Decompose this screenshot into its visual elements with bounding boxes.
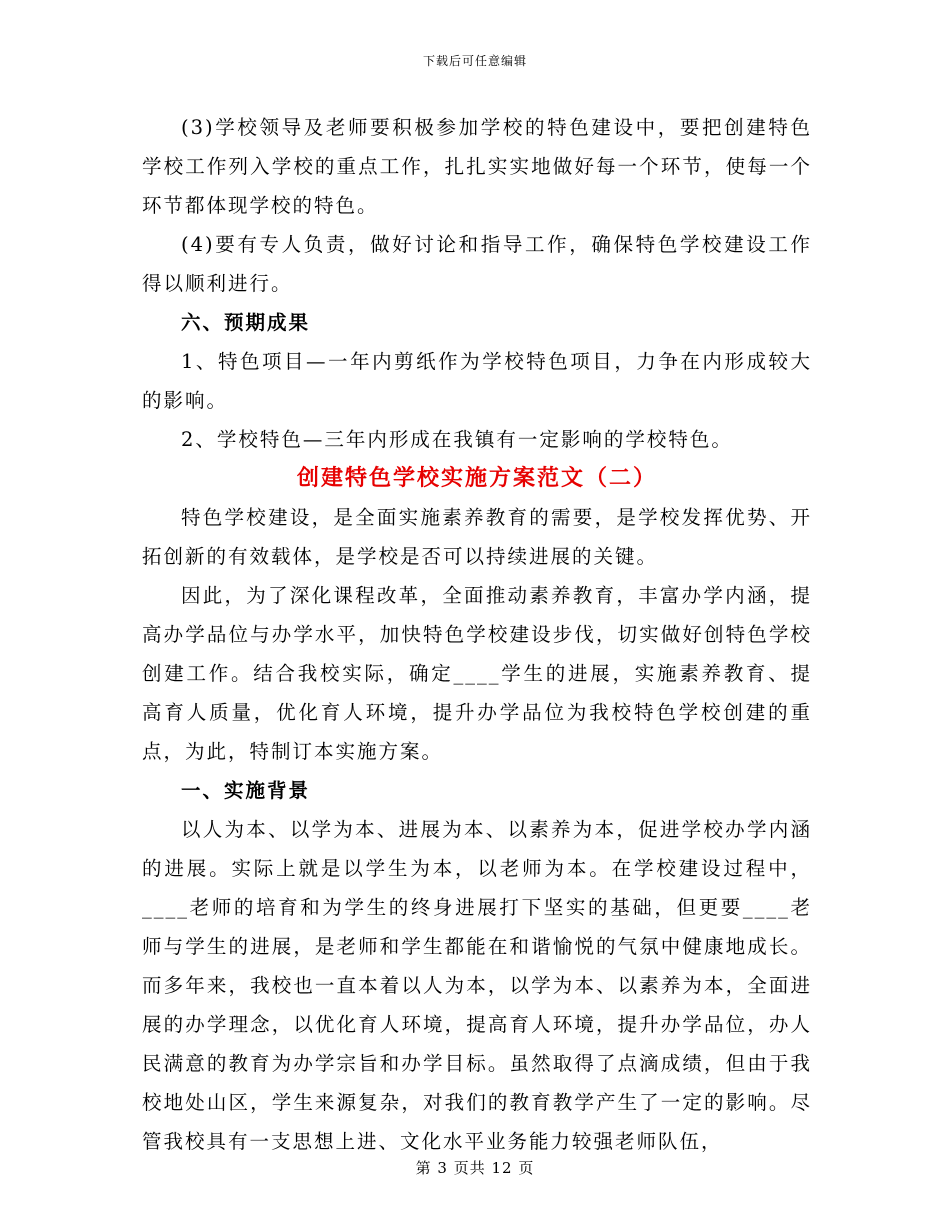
document-title: 创建特色学校实施方案范文（二） bbox=[296, 465, 657, 491]
page-header: 下载后可任意编辑 bbox=[422, 54, 527, 68]
paragraph-item-3: (3)学校领导及老师要积极参加学校的特色建设中，要把创建特色学校工作列入学校的重点工作，扎扎实实地做好每一个环节，使每一个环节都体现学校的特色。 bbox=[142, 116, 812, 217]
page-footer: 第 3 页共 12 页 bbox=[415, 1159, 535, 1177]
paragraph-intro: 特色学校建设，是全面实施素养教育的需要，是学校发挥优势、开拓创新的有效载体，是学校是否可以持续进展的关键。 bbox=[142, 506, 812, 568]
paragraph-purpose: 因此，为了深化课程改革，全面推动素养教育，丰富办学内涵，提高办学品位与办学水平，加快特色学校建设步伐，切实做好创特色学校创建工作。结合我校实际，确定____学生的进展，实施素养教育、提高育人质量，优化育人环境，提升办学品位为我校特色学校创建的重点，为此，特制订本实施方案。 bbox=[142, 584, 812, 763]
document-body bbox=[142, 108, 812, 1161]
section-heading-background: 一、实施背景 bbox=[181, 779, 311, 802]
paragraph-result-2: 2、学校特色—三年内形成在我镇有一定影响的学校特色。 bbox=[181, 428, 733, 451]
paragraph-item-4: (4)要有专人负责，做好讨论和指导工作，确保特色学校建设工作得以顺利进行。 bbox=[142, 233, 812, 295]
section-heading-expected-results: 六、预期成果 bbox=[181, 311, 311, 334]
paragraph-background: 以人为本、以学为本、进展为本、以素养为本，促进学校办学内涵的进展。实际上就是以学生为本，以老师为本。在学校建设过程中，____老师的培育和为学生的终身进展打下坚实的基础，但更要____老师与学生的进展，是老师和学生都能在和谐愉悦的气氛中健康地成长。而多年来，我校也一直本着以人为本，以学为本、以素养为本，全面进展的办学理念，以优化育人环境，提高育人环境，提升办学品位，办人民满意的教育为办学宗旨和办学目标。虽然取得了点滴成绩，但由于我校地处山区，学生来源复杂，对我们的教育教学产生了一定的影响。尽管我校具有一支思想上进、文化水平业务能力较强老师队伍， bbox=[142, 818, 812, 1153]
paragraph-result-1: 1、特色项目—一年内剪纸作为学校特色项目，力争在内形成较大的影响。 bbox=[142, 350, 812, 412]
